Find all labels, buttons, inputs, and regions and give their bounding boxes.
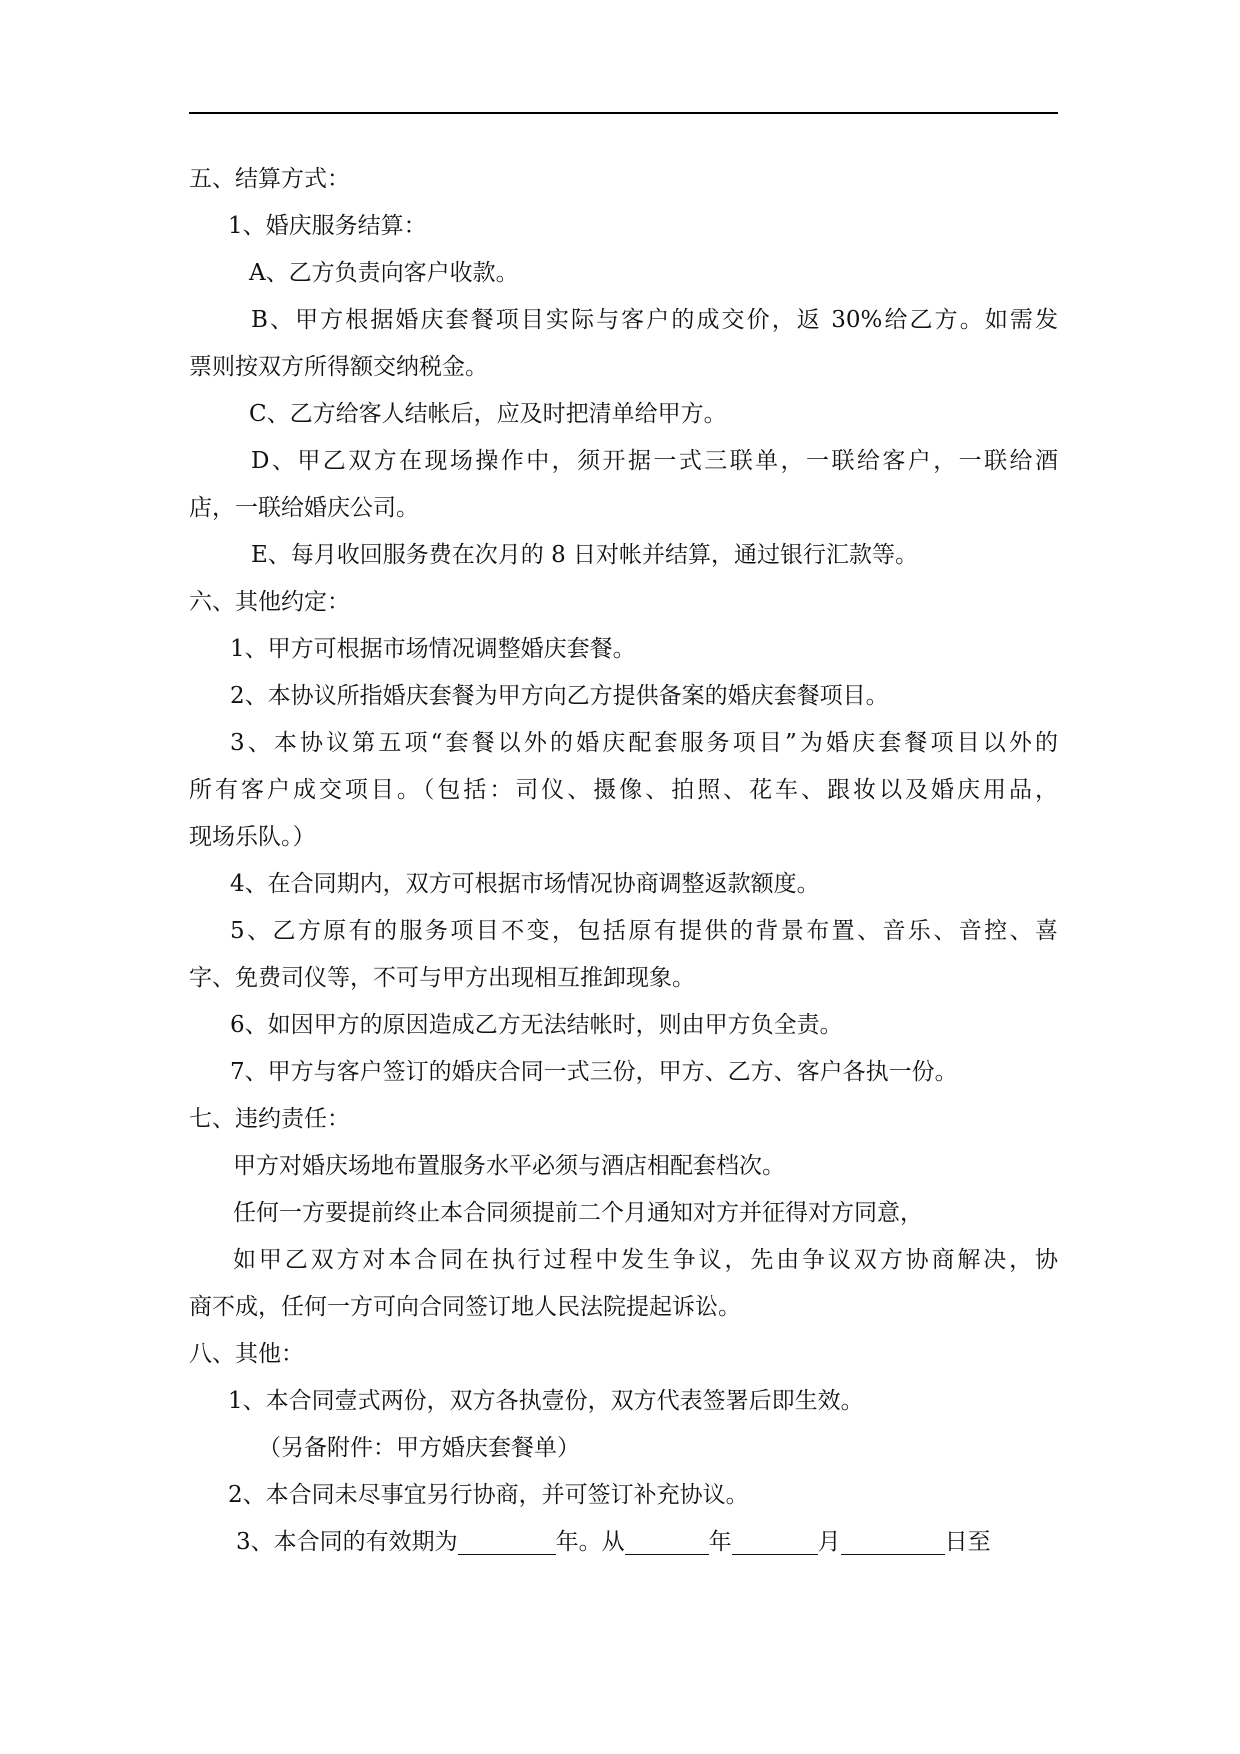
section-8-attachment-note: （另备附件：甲方婚庆套餐单） — [258, 1435, 580, 1461]
section-8-heading: 八、其他： — [189, 1341, 304, 1367]
section-6-item-6: 6、如因甲方的原因造成乙方无法结帐时，则由甲方负全责。 — [230, 1012, 843, 1038]
validity-years-label: 年。从 — [555, 1529, 625, 1555]
document-body — [189, 156, 1058, 1566]
start-day-label: 日至 — [944, 1529, 991, 1555]
section-7-paragraph-3-line-1: 如甲乙双方对本合同在执行过程中发生争议，先由争议双方协商解决，协 — [233, 1247, 1058, 1273]
section-5-item-a: A、乙方负责向客户收款。 — [249, 260, 519, 286]
section-8-item-3 — [189, 1519, 1058, 1566]
section-5-item-1: 1、婚庆服务结算： — [228, 213, 427, 239]
section-7-paragraph-3-line-2: 商不成，任何一方可向合同签订地人民法院提起诉讼。 — [189, 1294, 741, 1320]
section-7-paragraph-2: 任何一方要提前终止本合同须提前二个月通知对方并征得对方同意， — [233, 1200, 923, 1226]
start-month-label: 月 — [817, 1529, 841, 1555]
section-6-item-3-line-2: 所有客户成交项目。（包括：司仪、摄像、拍照、花车、跟妆以及婚庆用品， — [189, 777, 1058, 803]
section-6-item-2: 2、本协议所指婚庆套餐为甲方向乙方提供备案的婚庆套餐项目。 — [230, 683, 889, 709]
section-8-item-1: 1、本合同壹式两份，双方各执壹份，双方代表签署后即生效。 — [228, 1388, 864, 1414]
start-year-blank — [625, 1528, 709, 1555]
header-rule — [189, 112, 1058, 114]
section-6-heading: 六、其他约定： — [189, 589, 350, 615]
start-day-blank — [841, 1528, 945, 1555]
section-5-item-b-line-2: 票则按双方所得额交纳税金。 — [189, 354, 488, 380]
section-6-item-3-line-3: 现场乐队。） — [189, 824, 316, 850]
section-5-item-b-line-1: B、甲方根据婚庆套餐项目实际与客户的成交价，返 30%给乙方。如需发 — [251, 307, 1058, 333]
section-7-heading: 七、违约责任： — [189, 1106, 350, 1132]
start-year-label: 年 — [708, 1529, 732, 1555]
section-6-item-1: 1、甲方可根据市场情况调整婚庆套餐。 — [230, 636, 636, 662]
section-6-item-4: 4、在合同期内，双方可根据市场情况协商调整返款额度。 — [230, 871, 820, 897]
section-6-item-3-line-1: 3、本协议第五项“套餐以外的婚庆配套服务项目”为婚庆套餐项目以外的 — [230, 730, 1058, 756]
section-5-item-c: C、乙方给客人结帐后，应及时把清单给甲方。 — [249, 401, 727, 427]
section-6-item-5-line-1: 5、乙方原有的服务项目不变，包括原有提供的背景布置、音乐、音控、喜 — [230, 918, 1058, 944]
validity-prefix: 3、本合同的有效期为 — [236, 1529, 458, 1555]
validity-years-blank — [458, 1528, 556, 1555]
section-8-item-2: 2、本合同未尽事宜另行协商，并可签订补充协议。 — [228, 1482, 749, 1508]
section-6-item-7: 7、甲方与客户签订的婚庆合同一式三份，甲方、乙方、客户各执一份。 — [230, 1059, 958, 1085]
section-7-paragraph-1: 甲方对婚庆场地布置服务水平必须与酒店相配套档次。 — [233, 1153, 785, 1179]
section-5-heading: 五、结算方式： — [189, 166, 350, 192]
section-5-item-d-line-2: 店，一联给婚庆公司。 — [189, 495, 419, 521]
section-5-item-e: E、每月收回服务费在次月的 8 日对帐并结算，通过银行汇款等。 — [251, 542, 919, 568]
section-5-item-d-line-1: D、甲乙双方在现场操作中，须开据一式三联单，一联给客户，一联给酒 — [251, 448, 1058, 474]
section-6-item-5-line-2: 字、免费司仪等，不可与甲方出现相互推卸现象。 — [189, 965, 695, 991]
start-month-blank — [732, 1528, 818, 1555]
